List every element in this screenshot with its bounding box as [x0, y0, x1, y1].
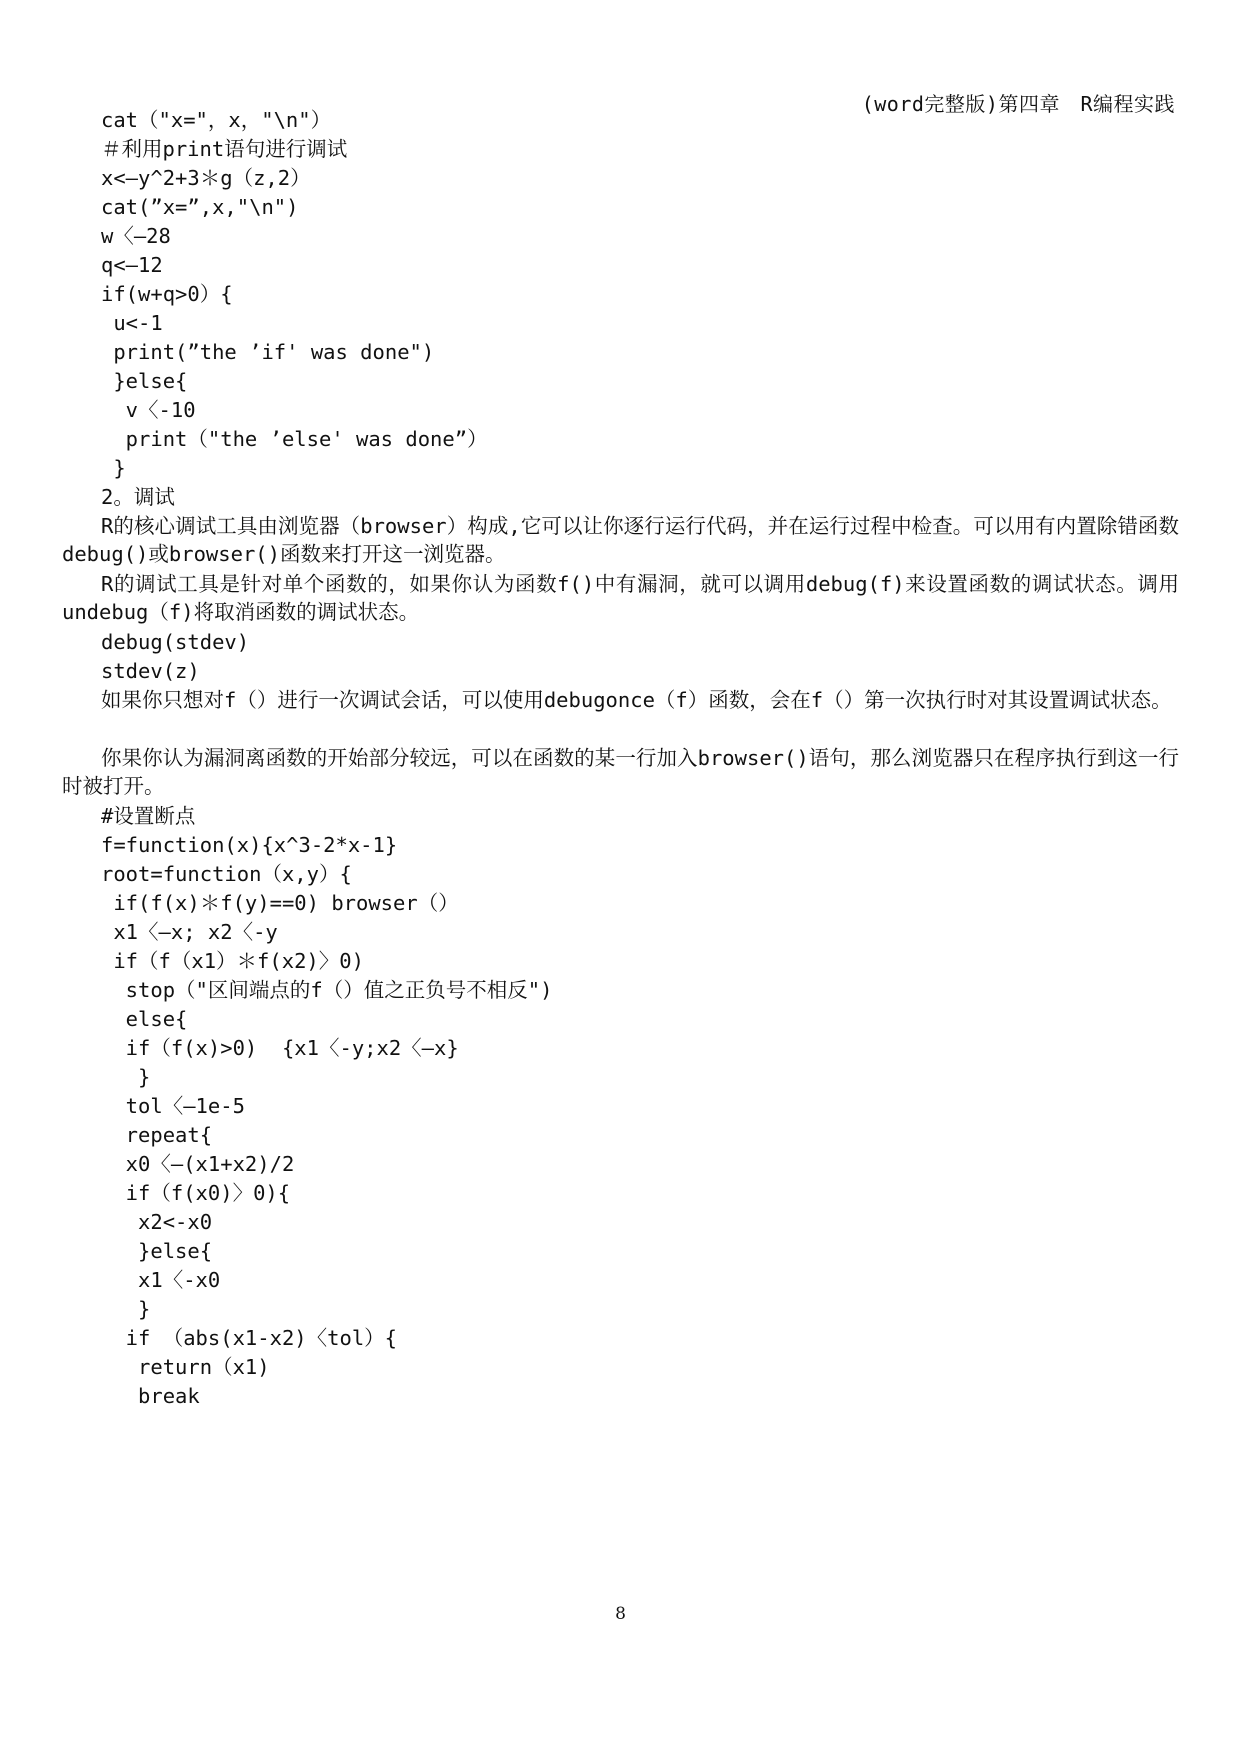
section-heading: 2。调试 — [101, 485, 175, 509]
code-line: v〈-10 — [101, 398, 196, 422]
page-number: 8 — [615, 1604, 626, 1624]
code-line: }else{ — [101, 1239, 213, 1263]
code-line: return（x1) — [101, 1355, 270, 1379]
code-line: x1〈-x0 — [101, 1268, 221, 1292]
code-line: break — [101, 1384, 200, 1408]
code-line: if （abs(x1-x2)〈tol）{ — [101, 1326, 397, 1350]
code-line: print(”the ’if' was done") — [101, 340, 435, 364]
code-line: print（"the ’else' was done”） — [101, 427, 488, 451]
code-line: } — [101, 456, 126, 480]
paragraph: R的调试工具是针对单个函数的，如果你认为函数f()中有漏洞，就可以调用debug(f)来设置函数的调试状态。调用undebug（f)将取消函数的调试状态。 — [62, 572, 1179, 624]
code-line: stdev(z) — [101, 659, 200, 683]
code-line: q<—12 — [101, 253, 163, 277]
code-comment: #设置断点 — [101, 804, 196, 828]
code-line: } — [101, 1297, 151, 1321]
code-line: } — [101, 1065, 151, 1089]
code-line: x2<-x0 — [101, 1210, 213, 1234]
code-line: }else{ — [101, 369, 188, 393]
code-line: cat（"x="，x，"\n"） — [101, 108, 332, 132]
page-header: (word完整版)第四章 R编程实践 — [861, 92, 1175, 116]
code-line: if(f(x)＊f(y)==0) browser（） — [101, 891, 459, 915]
code-line: if（f（x1）＊f(x2)〉0) — [101, 949, 364, 973]
code-line: if（f(x0)〉0){ — [101, 1181, 291, 1205]
code-line: debug(stdev) — [101, 630, 250, 654]
code-line: x0〈—(x1+x2)/2 — [101, 1152, 295, 1176]
code-line: else{ — [101, 1007, 188, 1031]
code-line: tol〈—1e-5 — [101, 1094, 245, 1118]
code-line: repeat{ — [101, 1123, 213, 1147]
code-line: root=function（x,y）{ — [101, 862, 352, 886]
code-line: u<-1 — [101, 311, 163, 335]
code-line: stop（"区间端点的f（）值之正负号不相反") — [101, 978, 553, 1002]
code-line: if（f(x)>0) {x1〈-y;x2〈—x} — [101, 1036, 459, 1060]
code-line: x<—y^2+3＊g（z,2） — [101, 166, 311, 190]
code-line: cat(”x=”,x,"\n") — [101, 195, 299, 219]
paragraph: 你果你认为漏洞离函数的开始部分较远，可以在函数的某一行加入browser()语句，那么浏览器只在程序执行到这一行时被打开。 — [62, 746, 1179, 798]
code-line: w〈—28 — [101, 224, 171, 248]
paragraph: R的核心调试工具由浏览器（browser）构成,它可以让你逐行运行代码，并在运行过程中检查。可以用有内置除错函数debug()或browser()函数来打开这一浏览器。 — [62, 514, 1179, 566]
code-line: f=function(x){x^3-2*x-1} — [101, 833, 398, 857]
paragraph: 如果你只想对f（）进行一次调试会话，可以使用debugonce（f）函数，会在f（）第一次执行时对其设置调试状态。 — [101, 688, 1172, 712]
code-comment: ＃利用print语句进行调试 — [101, 137, 348, 161]
code-line: x1〈—x; x2〈-y — [101, 920, 278, 944]
code-line: if(w+q>0）{ — [101, 282, 233, 306]
